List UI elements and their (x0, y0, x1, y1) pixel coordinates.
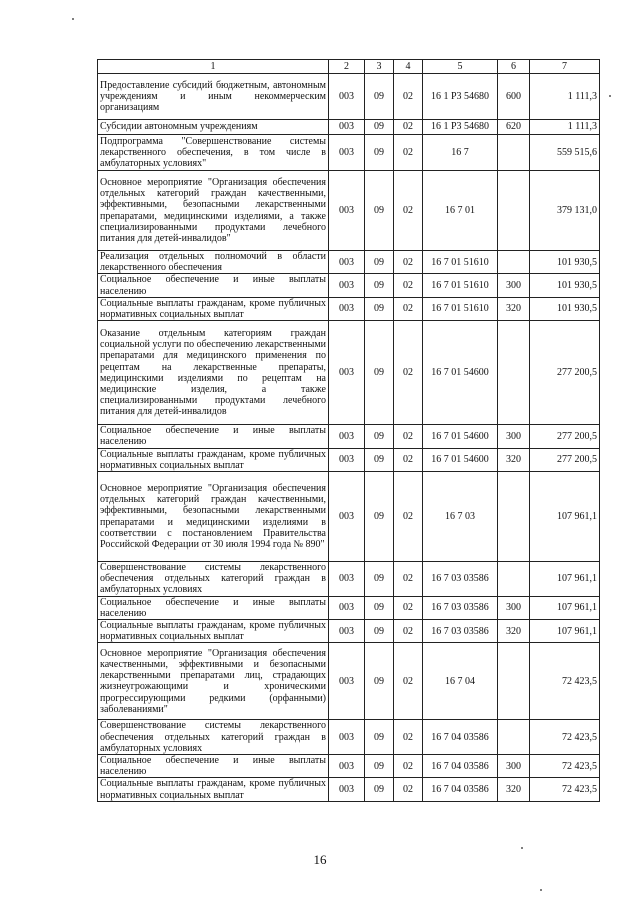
row-cell-c5: 16 1 Р3 54680 (423, 74, 498, 120)
column-header: 6 (498, 60, 530, 74)
row-cell-c6: 300 (498, 596, 530, 619)
table-header-row (98, 60, 600, 74)
row-cell-c3: 09 (365, 251, 394, 274)
row-name-cell: Предоставление субсидий бюджетным, автономным учреждениям и иным некоммерческим организациям (98, 74, 329, 120)
row-cell-c5: 16 7 01 54600 (423, 448, 498, 471)
row-cell-c7: 277 200,5 (530, 321, 600, 425)
row-cell-c7: 72 423,5 (530, 643, 600, 720)
row-cell-c3: 09 (365, 596, 394, 619)
table-row (98, 620, 600, 643)
row-name-cell: Совершенствование системы лекарственного обеспечения отдельных категорий граждан в амбулаторных условиях (98, 720, 329, 755)
row-cell-c7: 107 961,1 (530, 472, 600, 562)
row-cell-c2: 003 (329, 448, 365, 471)
row-cell-c3: 09 (365, 171, 394, 251)
row-cell-c3: 09 (365, 321, 394, 425)
row-cell-c3: 09 (365, 74, 394, 120)
table-row (98, 596, 600, 619)
row-cell-c3: 09 (365, 448, 394, 471)
row-cell-c4: 02 (394, 755, 423, 778)
row-cell-c6 (498, 251, 530, 274)
row-cell-c6: 300 (498, 425, 530, 448)
row-name-cell: Социальные выплаты гражданам, кроме публичных нормативных социальных выплат (98, 620, 329, 643)
row-cell-c3: 09 (365, 472, 394, 562)
row-cell-c2: 003 (329, 120, 365, 135)
row-cell-c4: 02 (394, 135, 423, 171)
row-cell-c2: 003 (329, 720, 365, 755)
table-row (98, 135, 600, 171)
table-row (98, 321, 600, 425)
row-name-cell: Основное мероприятие "Организация обеспечения качественными, эффективными и безопасными лекарственными препаратами лиц, страдающих жизнеугрожающими и хроническими прогрессирующими редкими (орфанными) заболеваниями" (98, 643, 329, 720)
row-cell-c6: 620 (498, 120, 530, 135)
table-row (98, 778, 600, 801)
table-row (98, 472, 600, 562)
row-cell-c4: 02 (394, 171, 423, 251)
row-cell-c6 (498, 171, 530, 251)
row-cell-c3: 09 (365, 778, 394, 801)
row-cell-c6 (498, 643, 530, 720)
row-cell-c3: 09 (365, 297, 394, 320)
row-cell-c2: 003 (329, 135, 365, 171)
row-name-cell: Социальное обеспечение и иные выплаты населению (98, 274, 329, 297)
row-name-cell: Социальные выплаты гражданам, кроме публичных нормативных социальных выплат (98, 778, 329, 801)
row-cell-c5: 16 1 Р3 54680 (423, 120, 498, 135)
row-cell-c2: 003 (329, 472, 365, 562)
column-header: 3 (365, 60, 394, 74)
row-cell-c5: 16 7 01 54600 (423, 321, 498, 425)
row-name-cell: Социальное обеспечение и иные выплаты населению (98, 425, 329, 448)
row-cell-c4: 02 (394, 643, 423, 720)
row-cell-c6: 320 (498, 448, 530, 471)
row-name-cell: Основное мероприятие "Организация обеспечения отдельных категорий граждан качественными, эффективными, безопасными лекарственными препаратами, медицинскими изделиями, а также специализированными продуктами лечебного питания для детей-инвалидов" (98, 171, 329, 251)
row-cell-c3: 09 (365, 562, 394, 597)
row-cell-c2: 003 (329, 620, 365, 643)
row-cell-c4: 02 (394, 596, 423, 619)
budget-table (97, 59, 600, 802)
column-header: 5 (423, 60, 498, 74)
row-cell-c2: 003 (329, 74, 365, 120)
row-cell-c2: 003 (329, 251, 365, 274)
row-cell-c2: 003 (329, 274, 365, 297)
row-cell-c7: 72 423,5 (530, 755, 600, 778)
table-row (98, 74, 600, 120)
row-cell-c4: 02 (394, 720, 423, 755)
row-cell-c5: 16 7 03 03586 (423, 562, 498, 597)
row-cell-c2: 003 (329, 297, 365, 320)
row-cell-c5: 16 7 01 54600 (423, 425, 498, 448)
table-row (98, 274, 600, 297)
row-cell-c4: 02 (394, 74, 423, 120)
row-cell-c6: 300 (498, 274, 530, 297)
table-row (98, 755, 600, 778)
row-cell-c7: 107 961,1 (530, 620, 600, 643)
row-cell-c5: 16 7 04 (423, 643, 498, 720)
row-cell-c6: 320 (498, 620, 530, 643)
table-row (98, 643, 600, 720)
row-cell-c5: 16 7 03 03586 (423, 620, 498, 643)
row-cell-c2: 003 (329, 755, 365, 778)
row-cell-c6: 600 (498, 74, 530, 120)
row-cell-c3: 09 (365, 135, 394, 171)
row-cell-c4: 02 (394, 274, 423, 297)
row-cell-c2: 003 (329, 778, 365, 801)
row-name-cell: Оказание отдельным категориям граждан социальной услуги по обеспечению лекарственными препаратами для медицинского применения по рецептам на лекарственные препараты, медицинскими изделиями по рецептам на медицинские изделия, а также специализированными продуктами лечебного питания для детей-инвалидов (98, 321, 329, 425)
column-header: 4 (394, 60, 423, 74)
row-cell-c3: 09 (365, 755, 394, 778)
row-cell-c7: 277 200,5 (530, 425, 600, 448)
row-cell-c3: 09 (365, 620, 394, 643)
row-cell-c4: 02 (394, 120, 423, 135)
row-cell-c5: 16 7 01 51610 (423, 251, 498, 274)
row-name-cell: Социальные выплаты гражданам, кроме публичных нормативных социальных выплат (98, 297, 329, 320)
row-cell-c2: 003 (329, 425, 365, 448)
row-cell-c3: 09 (365, 274, 394, 297)
page-number: 16 (313, 852, 327, 867)
row-cell-c2: 003 (329, 562, 365, 597)
row-cell-c4: 02 (394, 425, 423, 448)
row-cell-c7: 72 423,5 (530, 778, 600, 801)
row-cell-c5: 16 7 01 51610 (423, 274, 498, 297)
row-cell-c5: 16 7 01 (423, 171, 498, 251)
row-cell-c4: 02 (394, 297, 423, 320)
row-cell-c7: 107 961,1 (530, 562, 600, 597)
row-cell-c4: 02 (394, 251, 423, 274)
row-name-cell: Социальные выплаты гражданам, кроме публичных нормативных социальных выплат (98, 448, 329, 471)
row-cell-c5: 16 7 01 51610 (423, 297, 498, 320)
row-cell-c6 (498, 720, 530, 755)
row-cell-c6: 320 (498, 297, 530, 320)
row-cell-c6 (498, 135, 530, 171)
row-cell-c7: 1 111,3 (530, 120, 600, 135)
column-header: 7 (530, 60, 600, 74)
row-cell-c7: 101 930,5 (530, 297, 600, 320)
scan-speck (72, 18, 74, 20)
row-cell-c6 (498, 472, 530, 562)
column-header: 1 (98, 60, 329, 74)
row-name-cell: Социальное обеспечение и иные выплаты населению (98, 596, 329, 619)
table-row (98, 448, 600, 471)
row-cell-c4: 02 (394, 321, 423, 425)
scan-speck (521, 847, 523, 849)
row-cell-c7: 379 131,0 (530, 171, 600, 251)
table-row (98, 120, 600, 135)
table-row (98, 562, 600, 597)
row-cell-c5: 16 7 (423, 135, 498, 171)
row-cell-c7: 559 515,6 (530, 135, 600, 171)
row-cell-c4: 02 (394, 472, 423, 562)
row-cell-c6: 320 (498, 778, 530, 801)
row-cell-c2: 003 (329, 321, 365, 425)
scan-speck (540, 889, 542, 891)
row-cell-c7: 1 111,3 (530, 74, 600, 120)
row-cell-c2: 003 (329, 596, 365, 619)
row-cell-c2: 003 (329, 643, 365, 720)
row-name-cell: Субсидии автономным учреждениям (98, 120, 329, 135)
row-cell-c4: 02 (394, 620, 423, 643)
table-row (98, 425, 600, 448)
row-cell-c5: 16 7 04 03586 (423, 778, 498, 801)
table-row (98, 251, 600, 274)
row-cell-c7: 107 961,1 (530, 596, 600, 619)
row-cell-c2: 003 (329, 171, 365, 251)
row-cell-c7: 277 200,5 (530, 448, 600, 471)
row-cell-c4: 02 (394, 562, 423, 597)
row-cell-c4: 02 (394, 448, 423, 471)
row-cell-c5: 16 7 03 03586 (423, 596, 498, 619)
row-name-cell: Социальное обеспечение и иные выплаты населению (98, 755, 329, 778)
row-name-cell: Основное мероприятие "Организация обеспечения отдельных категорий граждан качественными, эффективными, безопасными лекарственными препаратами и медицинскими изделиями в соответствии с постановлением Правительства Российской Федерации от 30 июля 1994 года № 890" (98, 472, 329, 562)
row-cell-c7: 101 930,5 (530, 274, 600, 297)
row-cell-c7: 72 423,5 (530, 720, 600, 755)
row-cell-c7: 101 930,5 (530, 251, 600, 274)
table-row (98, 297, 600, 320)
row-cell-c5: 16 7 03 (423, 472, 498, 562)
row-cell-c6 (498, 562, 530, 597)
row-cell-c3: 09 (365, 643, 394, 720)
table-row (98, 171, 600, 251)
row-cell-c6: 300 (498, 755, 530, 778)
row-cell-c5: 16 7 04 03586 (423, 720, 498, 755)
row-cell-c3: 09 (365, 720, 394, 755)
row-cell-c3: 09 (365, 120, 394, 135)
row-name-cell: Совершенствование системы лекарственного обеспечения отдельных категорий граждан в амбулаторных условиях (98, 562, 329, 597)
column-header: 2 (329, 60, 365, 74)
row-name-cell: Подпрограмма "Совершенствование системы лекарственного обеспечения, в том числе в амбулаторных условиях" (98, 135, 329, 171)
scan-speck (609, 95, 611, 97)
table-row (98, 720, 600, 755)
row-cell-c3: 09 (365, 425, 394, 448)
row-name-cell: Реализация отдельных полномочий в области лекарственного обеспечения (98, 251, 329, 274)
row-cell-c4: 02 (394, 778, 423, 801)
row-cell-c6 (498, 321, 530, 425)
row-cell-c5: 16 7 04 03586 (423, 755, 498, 778)
